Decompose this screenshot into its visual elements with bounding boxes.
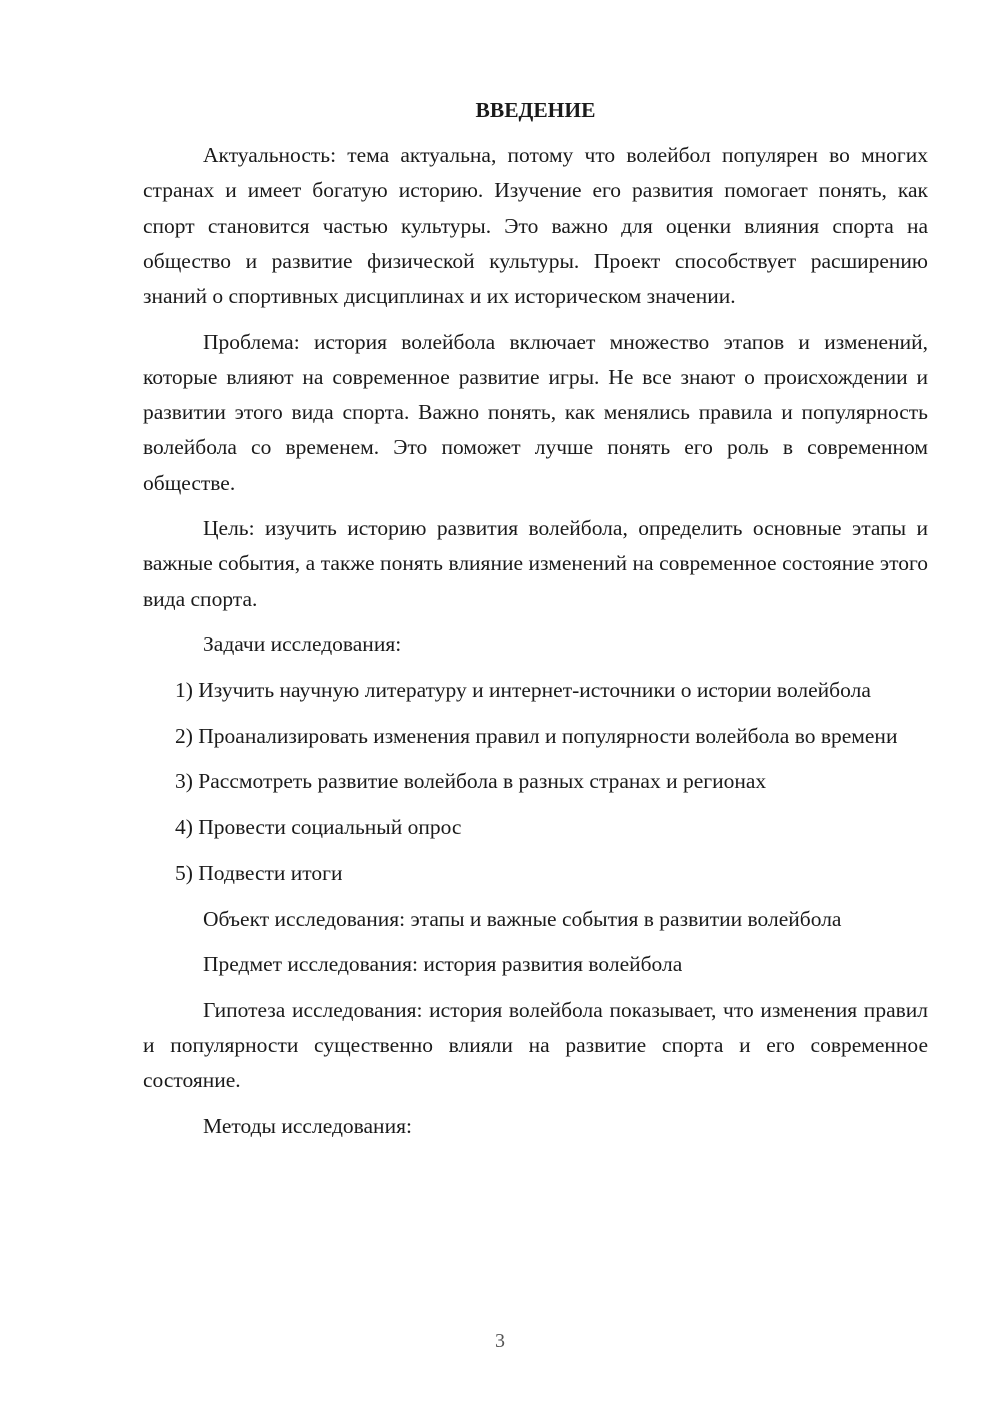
task-item-1: 1) Изучить научную литературу и интернет-источники о истории волейбола — [175, 678, 871, 703]
task-item-5: 5) Подвести итоги — [175, 860, 343, 885]
paragraph-object: Объект исследования: этапы и важные события в развитии волейбола — [203, 906, 842, 931]
paragraph-goal: Цель: изучить историю развития волейбола, определить основные этапы и важные события, а также понять влияние изменений на современное состояние этого вида спорта. — [143, 516, 928, 611]
paragraph-problem: Проблема: история волейбола включает множество этапов и изменений, которые влияют на современное развитие игры. Не все знают о происхождении и развитии этого вида спорта. Важно понять, как менялись правила и популярность волейбола со временем. Это поможет лучше понять его роль в современном обществе. — [143, 329, 928, 495]
document-page — [143, 93, 928, 1155]
paragraph-relevance: Актуальность: тема актуальна, потому что волейбол популярен во многих странах и имеет богатую историю. Изучение его развития помогает понять, как спорт становится частью культуры. Это важно для оценки влияния спорта на общество и развитие физической культуры. Проект способствует расширению знаний о спортивных дисциплинах и их историческом значении. — [143, 143, 928, 309]
paragraph-methods: Методы исследования: — [203, 1114, 412, 1139]
task-item-2: 2) Проанализировать изменения правил и популярности волейбола во времени — [175, 723, 898, 748]
paragraph-hypothesis: Гипотеза исследования: история волейбола показывает, что изменения правил и популярности существенно влияли на развитие спорта и его современное состояние. — [143, 997, 928, 1093]
page-number: 3 — [495, 1330, 505, 1352]
paragraph-tasks-heading: Задачи исследования: — [203, 632, 402, 657]
section-title: ВВЕДЕНИЕ — [475, 98, 596, 122]
task-item-3: 3) Рассмотреть развитие волейбола в разных странах и регионах — [175, 769, 767, 794]
task-item-4: 4) Провести социальный опрос — [175, 815, 462, 840]
paragraph-subject: Предмет исследования: история развития волейбола — [203, 952, 683, 977]
